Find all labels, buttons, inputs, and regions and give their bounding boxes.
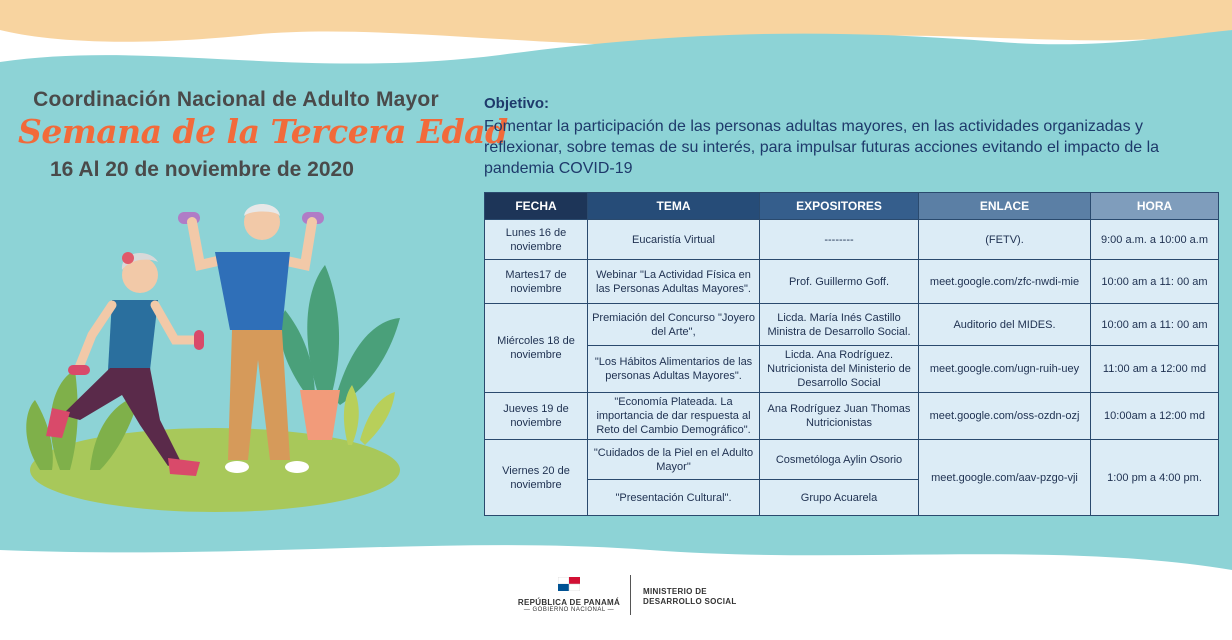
cell-hora: 11:00 am a 12:00 md xyxy=(1091,346,1219,393)
footer-divider xyxy=(630,575,631,615)
table-row xyxy=(485,220,1219,260)
event-dates: 16 Al 20 de noviembre de 2020 xyxy=(50,158,354,181)
objective-label: Objetivo: xyxy=(484,95,550,112)
agenda-table xyxy=(484,192,1219,516)
cell-tema: Eucaristía Virtual xyxy=(588,220,760,260)
table-row xyxy=(485,440,1219,480)
cell-tema: "Presentación Cultural". xyxy=(588,480,760,516)
cell-tema: "Economía Plateada. La importancia de dar respuesta al Reto del Cambio Demográfico". xyxy=(588,393,760,440)
cell-tema: "Cuidados de la Piel en el Adulto Mayor" xyxy=(588,440,760,480)
cell-enlace[interactable]: (FETV). xyxy=(919,220,1091,260)
col-header-tema: TEMA xyxy=(588,193,760,220)
table-row xyxy=(485,304,1219,346)
panama-flag-icon xyxy=(558,577,580,591)
table-row xyxy=(485,260,1219,304)
cell-enlace[interactable]: meet.google.com/ugn-ruih-uey xyxy=(919,346,1091,393)
table-header-row xyxy=(485,193,1219,220)
government-text: — GOBIERNO NACIONAL — xyxy=(523,607,615,613)
ministry-name xyxy=(643,587,737,607)
cell-fecha: Jueves 19 de noviembre xyxy=(485,393,588,440)
cell-fecha: Miércoles 18 de noviembre xyxy=(485,304,588,393)
seniors-exercising-illustration xyxy=(0,0,460,560)
event-title: Semana de la Tercera Edad xyxy=(18,112,508,151)
ministry-line-2: DESARROLLO SOCIAL xyxy=(643,597,737,606)
plant-small-right xyxy=(344,385,395,445)
cell-fecha: Lunes 16 de noviembre xyxy=(485,220,588,260)
org-header xyxy=(0,88,460,112)
table-row xyxy=(485,393,1219,440)
cell-tema: "Los Hábitos Alimentarios de las personas Adultas Mayores". xyxy=(588,346,760,393)
org-title: Coordinación Nacional de Adulto Mayor xyxy=(33,88,439,111)
panama-government-logo xyxy=(514,577,624,613)
col-header-hora: HORA xyxy=(1091,193,1219,220)
cell-enlace: Auditorio del MIDES. xyxy=(919,304,1091,346)
plant-pot xyxy=(300,390,340,440)
republic-text: REPÚBLICA DE PANAMÁ xyxy=(517,598,621,607)
cell-expositores: Grupo Acuarela xyxy=(760,480,919,516)
cell-tema: Webinar "La Actividad Física en las Personas Adultas Mayores". xyxy=(588,260,760,304)
col-header-fecha: FECHA xyxy=(485,193,588,220)
cell-enlace[interactable]: meet.google.com/zfc-nwdi-mie xyxy=(919,260,1091,304)
table-row xyxy=(485,346,1219,393)
col-header-enlace: ENLACE xyxy=(919,193,1091,220)
cell-hora: 10:00am a 12:00 md xyxy=(1091,393,1219,440)
cell-expositores: Licda. Ana Rodríguez. Nutricionista del Ministerio de Desarrollo Social xyxy=(760,346,919,393)
cell-hora: 1:00 pm a 4:00 pm. xyxy=(1091,440,1219,516)
grass-patch xyxy=(30,428,400,512)
cell-hora: 9:00 a.m. a 10:00 a.m xyxy=(1091,220,1219,260)
ministry-line-1: MINISTERIO DE xyxy=(643,587,707,596)
cell-expositores: Licda. María Inés Castillo Ministra de Desarrollo Social. xyxy=(760,304,919,346)
objective-section xyxy=(484,95,1204,179)
objective-text: Fomentar la participación de las personas adultas mayores, en las actividades organizadas y reflexionar, sobre temas de su interés, para impulsar futuras acciones evitando el impacto de la pandemia COVID-19 xyxy=(484,118,1160,177)
cell-fecha: Viernes 20 de noviembre xyxy=(485,440,588,516)
cell-expositores: Prof. Guillermo Goff. xyxy=(760,260,919,304)
cell-fecha: Martes17 de noviembre xyxy=(485,260,588,304)
cell-tema: Premiación del Concurso "Joyero del Arte", xyxy=(588,304,760,346)
cell-expositores: Cosmetóloga Aylin Osorio xyxy=(760,440,919,480)
plant-right xyxy=(280,265,400,405)
cell-enlace[interactable]: meet.google.com/aav-pzgo-vji xyxy=(919,440,1091,516)
cell-expositores: Ana Rodríguez Juan Thomas Nutricionistas xyxy=(760,393,919,440)
cell-expositores: -------- xyxy=(760,220,919,260)
cell-hora: 10:00 am a 11: 00 am xyxy=(1091,304,1219,346)
cell-enlace[interactable]: meet.google.com/oss-ozdn-ozj xyxy=(919,393,1091,440)
col-header-expositores: EXPOSITORES xyxy=(760,193,919,220)
cell-hora: 10:00 am a 11: 00 am xyxy=(1091,260,1219,304)
